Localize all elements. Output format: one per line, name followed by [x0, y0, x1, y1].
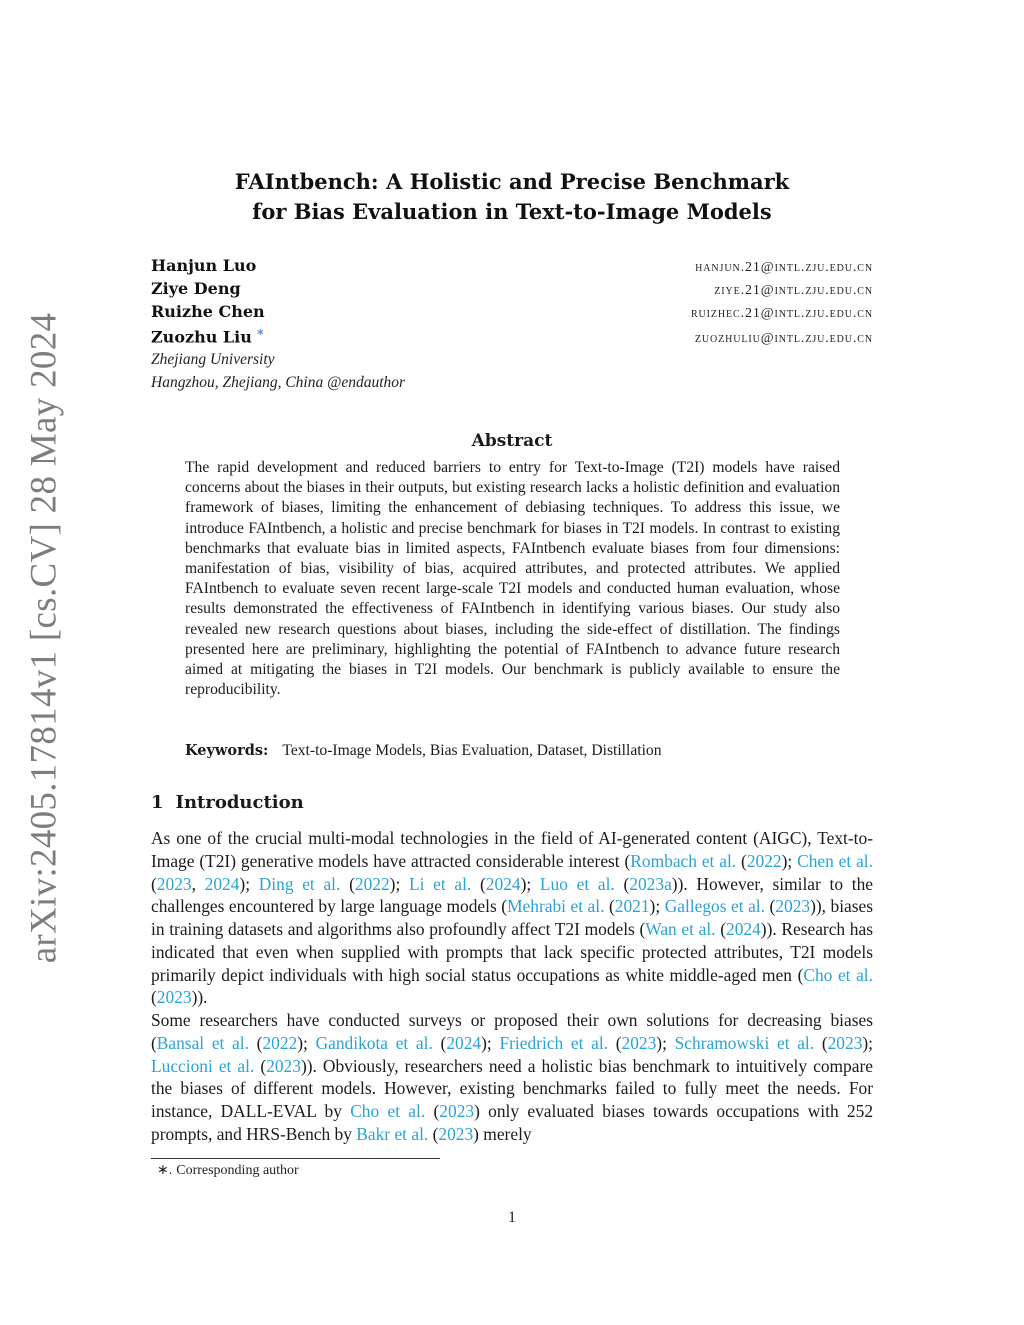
- citation-link[interactable]: Cho et al.: [350, 1101, 426, 1121]
- author-row: [151, 325, 873, 348]
- citation-link[interactable]: Cho et al.: [803, 964, 873, 985]
- body-text: );: [862, 1032, 874, 1053]
- section-heading: [151, 792, 304, 813]
- body-text: ,: [191, 873, 205, 894]
- citation-link[interactable]: 2023: [438, 1123, 474, 1144]
- body-text: (: [604, 896, 615, 917]
- arxiv-identifier: arXiv:2405.17814v1 [cs.CV] 28 May 2024: [23, 312, 65, 964]
- footnote: [151, 1162, 299, 1179]
- body-text: );: [297, 1032, 316, 1053]
- paper-title: [150, 167, 874, 227]
- body-text: Some researchers have conducted surveys or proposed their own solutions for decreasing biases (: [151, 1010, 873, 1053]
- body-text: (: [715, 919, 727, 939]
- body-text: ) merely: [473, 1123, 532, 1144]
- keywords: [185, 742, 840, 760]
- body-text: )). Obviously, researchers need a holistic bias benchmark to intuitively compare the biases of different models. However, existing benchmarks failed to fully meet the needs. For instance, DALL-EVAL by: [151, 1055, 873, 1121]
- body-text: (: [151, 987, 157, 1008]
- affiliation-location: Hangzhou, Zhejiang, China @endauthor: [151, 374, 406, 391]
- citation-link[interactable]: Luo et al.: [539, 873, 615, 894]
- author-name: [151, 325, 265, 346]
- body-text: );: [481, 1032, 500, 1053]
- author-name: Hanjun Luo: [151, 256, 257, 275]
- body-text: (: [428, 1123, 439, 1144]
- body-text: (: [248, 1032, 263, 1053]
- citation-link[interactable]: 2023: [156, 873, 192, 894]
- citation-link[interactable]: Luccioni et al.: [151, 1055, 255, 1076]
- body-text: (: [736, 850, 747, 871]
- body-text: );: [656, 1032, 675, 1053]
- citation-link[interactable]: 2023: [621, 1032, 657, 1053]
- body-text: (: [608, 1032, 622, 1053]
- citation-link[interactable]: Bakr et al.: [356, 1123, 429, 1144]
- author-row: [151, 279, 873, 302]
- body-text: )). However, similar to the challenges encountered by large language models (: [151, 873, 873, 917]
- intro-paragraph-1: [151, 827, 873, 1009]
- citation-link[interactable]: Gallegos et al.: [664, 896, 765, 917]
- body-text: (: [764, 896, 776, 917]
- citation-link[interactable]: 2023: [827, 1032, 863, 1053]
- body-text: (: [432, 1032, 447, 1053]
- citation-link[interactable]: Ding et al.: [258, 873, 341, 894]
- body-text: (: [151, 873, 157, 894]
- footnote-rule: [151, 1158, 440, 1159]
- citation-link[interactable]: 2021: [614, 896, 650, 917]
- body-text: As one of the crucial multi-modal technologies in the field of AI-generated content (AIGC), Text-to-Image (T2I) generative models have attracted considerable interest (: [151, 828, 873, 871]
- author-row: [151, 256, 873, 279]
- citation-link[interactable]: 2022: [746, 850, 782, 871]
- body-text: );: [520, 873, 540, 894]
- body-text: );: [781, 850, 798, 871]
- author-block: [151, 256, 873, 394]
- title-line-1: FAIntbench: A Holistic and Precise Benchmark: [234, 169, 790, 194]
- body-text: (: [425, 1101, 440, 1121]
- citation-link[interactable]: Wan et al.: [645, 919, 716, 939]
- body-text: ) only evaluated biases towards occupations with 252 prompts, and HRS-Bench by: [151, 1101, 874, 1144]
- author-email[interactable]: hanjun.21@intl.zju.edu.cn: [695, 260, 873, 275]
- body-text: );: [389, 873, 409, 894]
- corresponding-author-mark[interactable]: ∗: [255, 325, 265, 340]
- body-text: (: [340, 873, 355, 894]
- citation-link[interactable]: Gandikota et al.: [315, 1032, 433, 1053]
- author-name: Ruizhe Chen: [151, 302, 265, 321]
- citation-link[interactable]: Mehrabi et al.: [507, 896, 605, 917]
- keywords-text: Text-to-Image Models, Bias Evaluation, Dataset, Distillation: [282, 742, 662, 759]
- body-text: )), biases in training datasets and algorithms also profoundly affect T2I models (: [151, 896, 874, 939]
- body-text: )). Research has indicated that even when supplied with prompts that lack specific protected attributes, T2I models primarily depict individuals with high social status occupations as white middle-aged men (: [151, 919, 873, 985]
- citation-link[interactable]: 2023a: [629, 873, 672, 894]
- citation-link[interactable]: Li et al.: [408, 873, 472, 894]
- citation-link[interactable]: 2023: [156, 987, 192, 1008]
- body-text: );: [649, 896, 665, 917]
- footnote-mark: ∗.: [157, 1163, 173, 1178]
- abstract-text: The rapid development and reduced barriers to entry for Text-to-Image (T2I) models have raised concerns about the biases in their outputs, but existing research lacks a holistic definition and evaluation framework of biases, limiting the enhancement of debiasing techniques. To address this issue, we introduce FAIntbench, a holistic and precise benchmark for biases in T2I models. In contrast to existing benchmarks that evaluate bias in limited aspects, FAIntbench evaluate biases from four dimensions: manifestation of bias, visibility of bias, acquired attributes, and protected attributes. We applied FAIntbench to evaluate seven recent large-scale T2I models and conducted human evaluation, whose results demonstrated the effectiveness of FAIntbench in identifying various biases. Our study also revealed new research questions about biases, including the side-effect of distillation. The findings presented here are preliminary, highlighting the potential of FAIntbench to advance future research aimed at mitigating the biases in T2I models. Our benchmark is publicly available to ensure the reproducibility.: [185, 459, 840, 699]
- section-title: Introduction: [175, 792, 304, 813]
- intro-paragraph-2: [151, 1009, 873, 1146]
- author-email[interactable]: zuozhuliu@intl.zju.edu.cn: [694, 331, 873, 347]
- affiliation-institution: Zhejiang University: [151, 351, 275, 368]
- author-email[interactable]: ruizhec.21@intl.zju.edu.cn: [690, 306, 873, 321]
- title-line-2: for Bias Evaluation in Text-to-Image Models: [252, 199, 772, 224]
- citation-link[interactable]: 2024: [446, 1032, 482, 1053]
- body-text: )).: [191, 987, 208, 1008]
- citation-link[interactable]: Schramowski et al.: [674, 1032, 815, 1053]
- author-row: [151, 302, 873, 325]
- citation-link[interactable]: 2024: [204, 873, 240, 894]
- author-name: Ziye Deng: [151, 279, 241, 298]
- body-text: (: [254, 1055, 267, 1076]
- citation-link[interactable]: 2022: [262, 1032, 298, 1053]
- citation-link[interactable]: 2022: [354, 873, 390, 894]
- section-number: 1: [151, 792, 164, 813]
- body-text: );: [239, 873, 259, 894]
- abstract-heading: Abstract: [471, 431, 553, 451]
- citation-link[interactable]: 2023: [775, 896, 811, 917]
- citation-link[interactable]: Friedrich et al.: [499, 1032, 609, 1053]
- citation-link[interactable]: 2023: [439, 1101, 475, 1121]
- page-number: 1: [508, 1209, 516, 1226]
- citation-link[interactable]: 2024: [485, 873, 521, 894]
- citation-link[interactable]: Rombach et al.: [630, 850, 737, 871]
- citation-link[interactable]: Chen et al.: [797, 850, 873, 871]
- keywords-label: Keywords:: [185, 742, 269, 759]
- author-name-text: Zuozhu Liu: [151, 327, 252, 347]
- introduction-body: [151, 827, 873, 1146]
- citation-link[interactable]: 2023: [266, 1055, 301, 1076]
- citation-link[interactable]: 2024: [726, 919, 761, 939]
- body-text: (: [814, 1032, 828, 1053]
- citation-link[interactable]: Bansal et al.: [156, 1032, 249, 1053]
- body-text: (: [471, 873, 486, 894]
- author-email[interactable]: ziye.21@intl.zju.edu.cn: [714, 283, 873, 298]
- body-text: (: [614, 873, 630, 894]
- footnote-text: Corresponding author: [176, 1163, 299, 1178]
